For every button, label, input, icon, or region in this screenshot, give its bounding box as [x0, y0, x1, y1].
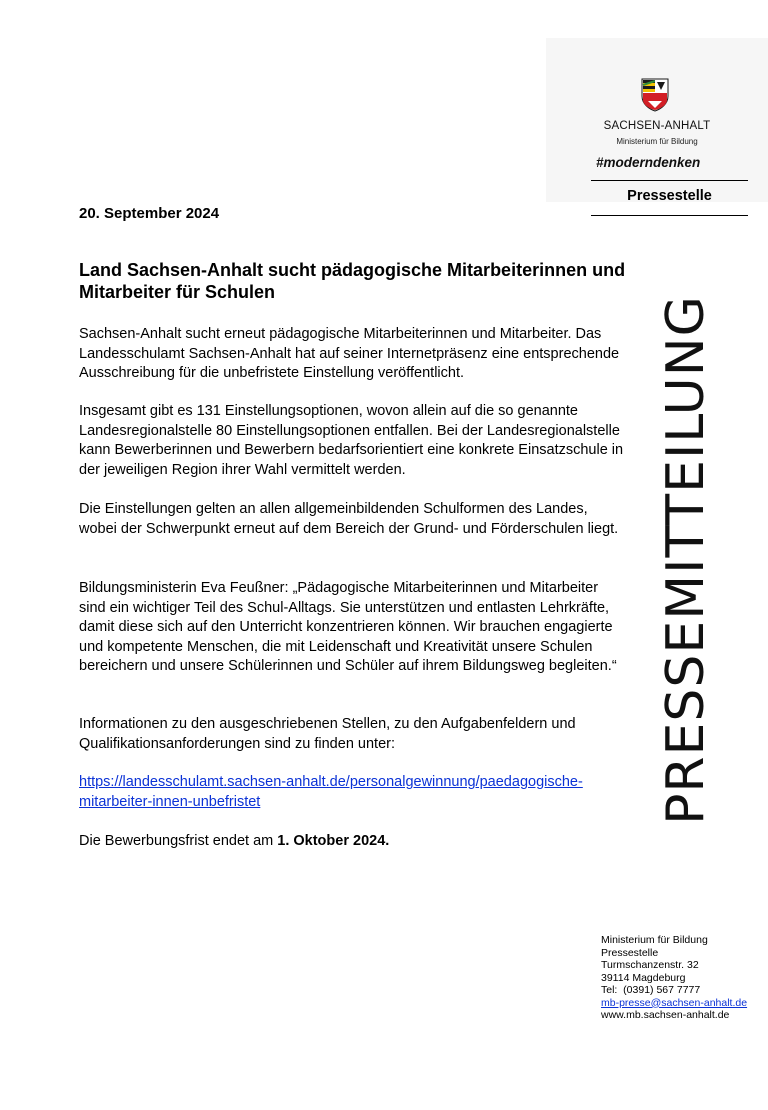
- link-line-2: mitarbeiter-innen-unbefristet: [79, 793, 261, 810]
- logo-wordmark: SACHSEN-ANHALT: [603, 120, 711, 132]
- header-divider-top: [591, 180, 748, 181]
- paragraph-minister-quote: [79, 579, 624, 677]
- job-listing-link-block: [79, 773, 624, 812]
- job-listing-link[interactable]: [79, 774, 583, 810]
- campaign-hashtag: #moderndenken: [596, 155, 701, 170]
- header-divider-bottom: [591, 215, 748, 216]
- contact-city: 39114 Magdeburg: [601, 971, 686, 984]
- paragraph-positions: [79, 402, 624, 480]
- headline: Land Sachsen-Anhalt sucht pädagogische Mitarbeiterinnen und Mitarbeiter für Schulen: [79, 260, 626, 302]
- paragraph-text: Die Einstellungen gelten an allen allgemeinbildenden Schulformen des Landes, wobei der Schwerpunkt erneut auf dem Bereich der Grund- und Förderschulen liegt.: [79, 501, 619, 537]
- deadline-prefix: Die Bewerbungsfrist endet am: [79, 833, 278, 849]
- deadline-date: 1. Oktober 2024.: [277, 833, 390, 849]
- paragraph-text: Insgesamt gibt es 131 Einstellungsoptionen, wovon allein auf die so genannte Landesregionalstelle 80 Einstellungsoptionen entfallen. Bei der Landesregionalstelle kann Bewerberinnen und Bewerbern bedarfsorientiert eine konkrete Einsatzschule in der jeweiligen Region ihrer Wahl vermittelt werden.: [79, 403, 624, 478]
- ministry-logo: [546, 38, 768, 202]
- paragraph-information: [79, 715, 624, 754]
- contact-ministry: Ministerium für Bildung: [601, 934, 708, 946]
- paragraph-text: Informationen zu den ausgeschriebenen Stellen, zu den Aufgabenfeldern und Qualifikationsanforderungen sind zu finden unter:: [79, 716, 576, 752]
- link-line-1: https://landesschulamt.sachsen-anhalt.de/personalgewinnung/paedagogische-: [79, 774, 583, 790]
- contact-website: www.mb.sachsen-anhalt.de: [601, 1009, 730, 1021]
- application-deadline: [79, 832, 624, 852]
- contact-email-link[interactable]: mb-presse@sachsen-anhalt.de: [601, 996, 748, 1009]
- vertical-press-release-title: PRESSEMITTEILUNG: [656, 295, 716, 825]
- contact-block: [601, 934, 761, 1022]
- paragraph-school-types: [79, 500, 624, 539]
- paragraph-text: Bildungsministerin Eva Feußner: „Pädagogische Mitarbeiterinnen und Mitarbeiter sind ein wichtiger Teil des Schul-Alltags. Sie unterstützen und entlasten Lehrkräfte, damit diese sich auf den Unterricht konzentrieren können. Wir brauchen engagierte und kompetente Menschen, die mit Leidenschaft und Kreativität unsere Schulen bereichern und unsere Schülerinnen und Schüler auf ihrem Bildungsweg begleiten.“: [79, 580, 617, 674]
- coat-of-arms-icon: [641, 78, 669, 112]
- contact-phone: Tel: (0391) 567 7777: [601, 984, 701, 996]
- logo-subtitle: Ministerium für Bildung: [616, 137, 698, 146]
- paragraph-text: Sachsen-Anhalt sucht erneut pädagogische Mitarbeiterinnen und Mitarbeiter. Das Landesschulamt Sachsen-Anhalt hat auf seiner Internetpräsenz eine entsprechende Ausschreibung für die unbefristete Einstellung veröffentlicht.: [79, 326, 620, 381]
- paragraph-intro: [79, 325, 624, 384]
- release-date: 20. September 2024: [79, 205, 220, 222]
- contact-street: Turmschanzenstr. 32: [601, 959, 699, 971]
- contact-department: Pressestelle: [601, 946, 659, 959]
- department-label: Pressestelle: [627, 188, 712, 204]
